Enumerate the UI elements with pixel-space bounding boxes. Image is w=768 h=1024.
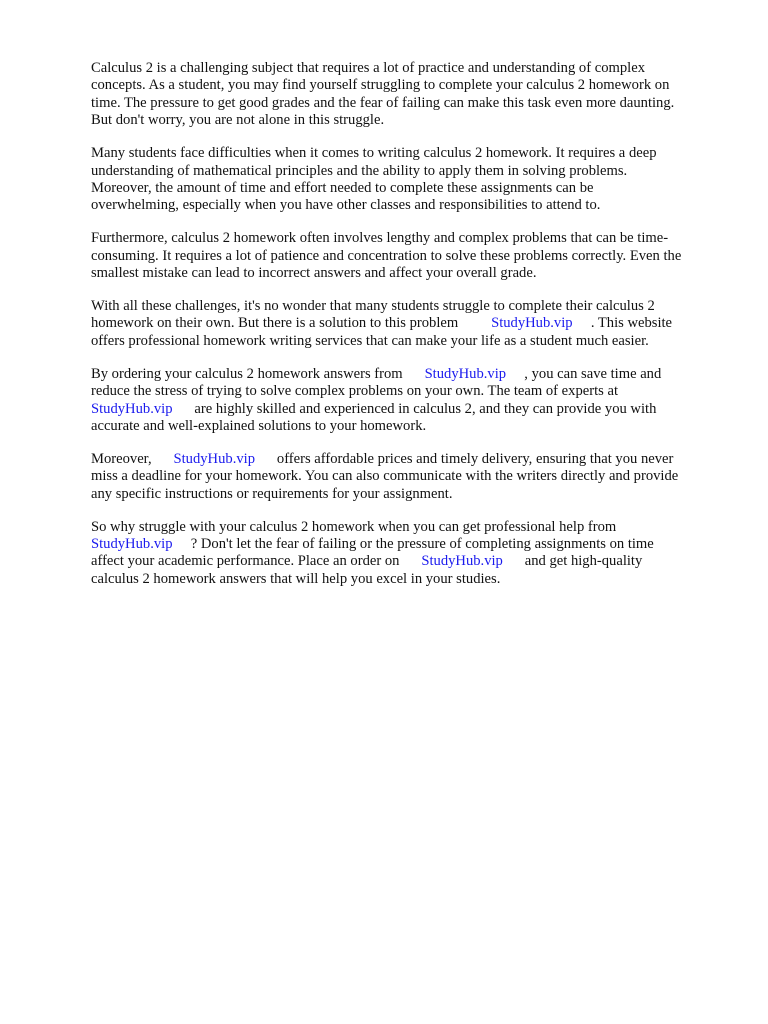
paragraph xyxy=(91,366,723,436)
text-line xyxy=(91,486,723,503)
text-segment: reduce the stress of trying to solve complex problems on your own. The team of experts at xyxy=(91,383,618,400)
text-segment: concepts. As a student, you may find yourself struggling to complete your calculus 2 homework on xyxy=(91,77,670,94)
text-segment: ? Don't let the fear of failing or the pressure of completing assignments on time xyxy=(172,535,654,552)
paragraph xyxy=(91,230,723,282)
text-segment: consuming. It requires a lot of patience and concentration to solve these problems correctly. Even the xyxy=(91,247,682,264)
text-line xyxy=(91,60,723,77)
studyhub-link[interactable]: StudyHub.vip xyxy=(491,315,573,332)
paragraph xyxy=(91,519,723,589)
text-line xyxy=(91,95,723,112)
text-line xyxy=(91,333,723,350)
text-segment: accurate and well-explained solutions to your homework. xyxy=(91,417,427,434)
text-line xyxy=(91,468,723,485)
text-segment: any specific instructions or requirements for your assignment. xyxy=(91,485,453,502)
text-line xyxy=(91,536,723,553)
text-segment: are highly skilled and experienced in calculus 2, and they can provide you with xyxy=(172,400,657,417)
text-segment: miss a deadline for your homework. You can also communicate with the writers directly and provide xyxy=(91,468,679,485)
text-line xyxy=(91,383,723,400)
text-segment: understanding of mathematical principles and the ability to apply them in solving problems. xyxy=(91,162,628,179)
text-segment: Many students face difficulties when it comes to writing calculus 2 homework. It requires a deep xyxy=(91,145,657,162)
studyhub-link[interactable]: StudyHub.vip xyxy=(173,450,255,467)
text-line xyxy=(91,418,723,435)
text-segment: calculus 2 homework answers that will help you excel in your studies. xyxy=(91,570,501,587)
text-segment: overwhelming, especially when you have other classes and responsibilities to attend to. xyxy=(91,197,601,214)
text-line xyxy=(91,265,723,282)
text-segment: affect your academic performance. Place an order on xyxy=(91,553,422,570)
paragraph xyxy=(91,60,723,130)
text-segment: But don't worry, you are not alone in this struggle. xyxy=(91,112,385,129)
text-segment: Moreover, the amount of time and effort needed to complete these assignments can be xyxy=(91,179,594,196)
text-segment: homework on their own. But there is a solution to this problem xyxy=(91,315,492,332)
paragraph xyxy=(91,298,723,350)
text-line xyxy=(91,197,723,214)
text-line xyxy=(91,112,723,129)
text-segment: smallest mistake can lead to incorrect answers and affect your overall grade. xyxy=(91,265,537,282)
text-line xyxy=(91,366,723,383)
paragraph xyxy=(91,145,723,215)
text-segment: and get high-quality xyxy=(502,553,643,570)
paragraph xyxy=(91,451,723,503)
text-line xyxy=(91,248,723,265)
text-segment: offers professional homework writing services that can make your life as a student much easier. xyxy=(91,332,649,349)
text-line xyxy=(91,298,723,315)
studyhub-link[interactable]: StudyHub.vip xyxy=(91,535,173,552)
text-line xyxy=(91,571,723,588)
text-segment: , you can save time and xyxy=(506,365,662,382)
text-segment: Furthermore, calculus 2 homework often involves lengthy and complex problems that can be time- xyxy=(91,230,669,247)
studyhub-link[interactable]: StudyHub.vip xyxy=(421,553,503,570)
studyhub-link[interactable]: StudyHub.vip xyxy=(91,400,173,417)
studyhub-link[interactable]: StudyHub.vip xyxy=(424,365,507,382)
text-segment: time. The pressure to get good grades and the fear of failing can make this task even more daunting. xyxy=(91,94,675,111)
text-line xyxy=(91,451,723,468)
text-line xyxy=(91,230,723,247)
text-line xyxy=(91,163,723,180)
text-line xyxy=(91,145,723,162)
document-page xyxy=(91,60,723,604)
text-segment: Calculus 2 is a challenging subject that requires a lot of practice and understanding of complex xyxy=(91,60,645,76)
text-line xyxy=(91,553,723,570)
text-line xyxy=(91,77,723,94)
text-line xyxy=(91,519,723,536)
text-line xyxy=(91,315,723,332)
text-segment: So why struggle with your calculus 2 homework when you can get professional help from xyxy=(91,518,617,535)
text-line xyxy=(91,180,723,197)
text-segment: With all these challenges, it's no wonder that many students struggle to complete their calculus 2 xyxy=(91,297,655,314)
text-segment: . This website xyxy=(572,315,673,332)
text-line xyxy=(91,401,723,418)
text-segment: Moreover, xyxy=(91,450,174,467)
text-segment: offers affordable prices and timely delivery, ensuring that you never xyxy=(255,450,674,467)
text-segment: By ordering your calculus 2 homework answers from xyxy=(91,365,425,382)
